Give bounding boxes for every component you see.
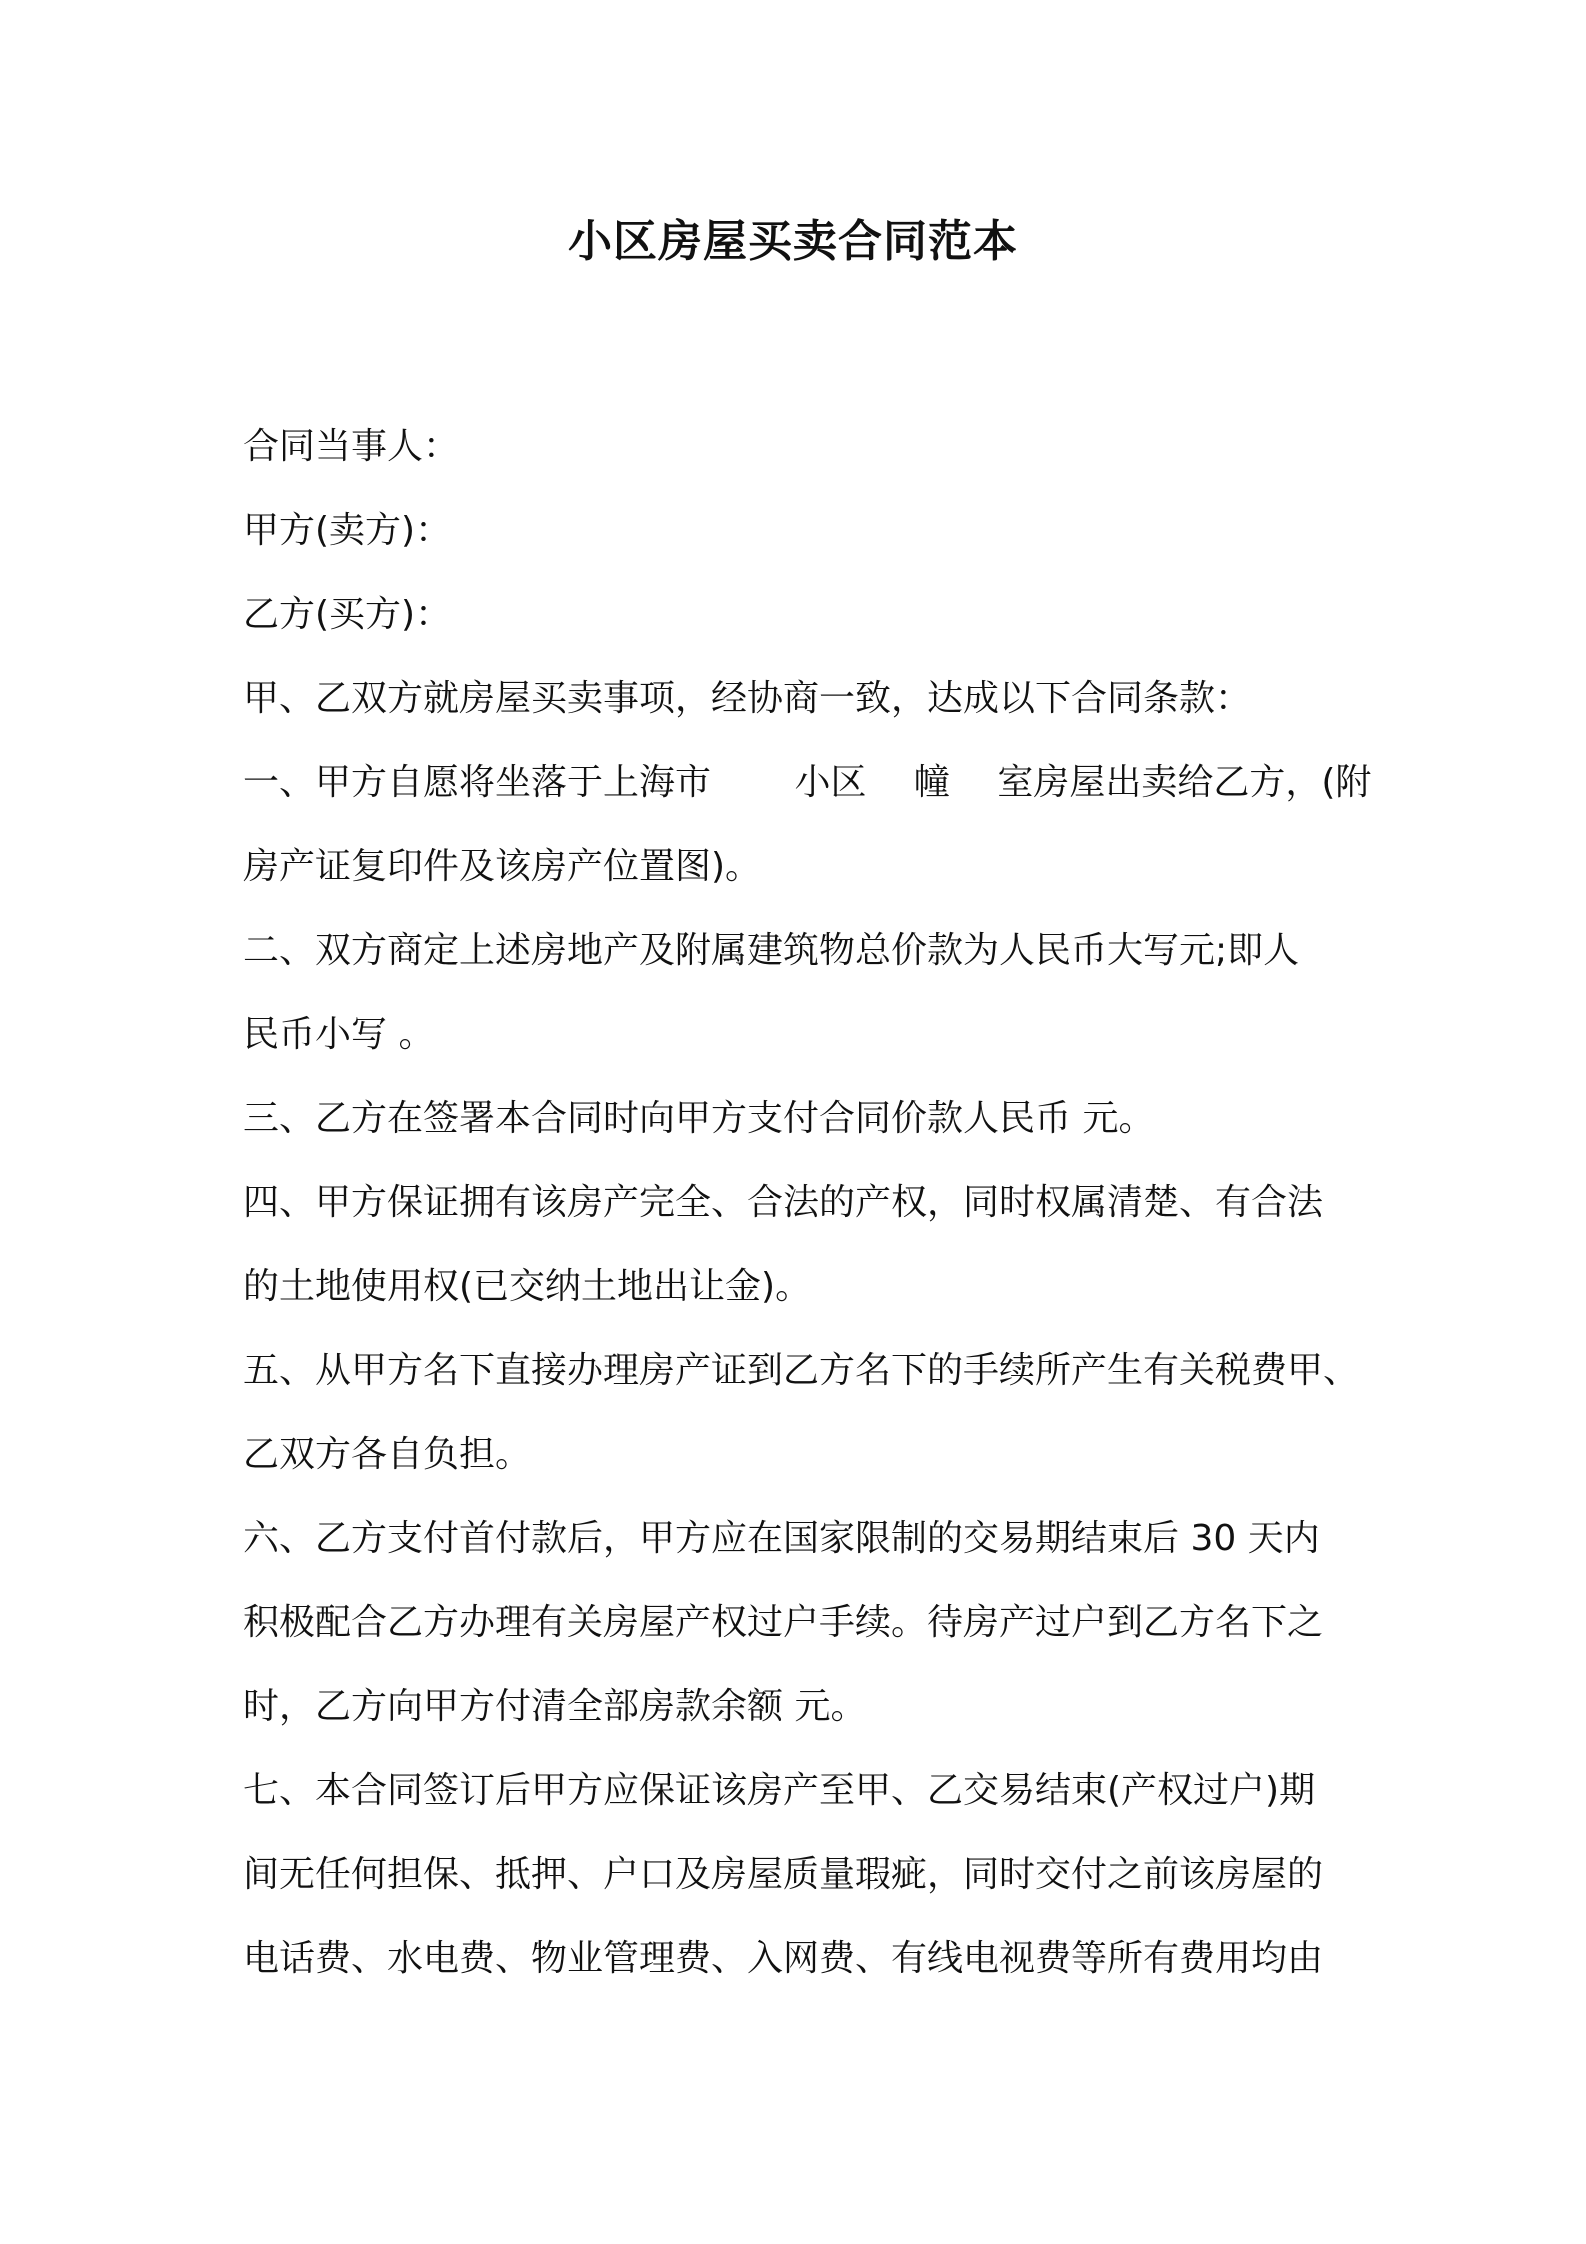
text-line: 民币小写 。 (243, 1014, 435, 1055)
contract-body (243, 405, 1373, 2001)
text-line: 五、从甲方名下直接办理房产证到乙方名下的手续所产生有关税费甲、 (243, 1350, 1360, 1391)
text-line: 二、双方商定上述房地产及附属建筑物总价款为人民币大写元;即人 (243, 930, 1300, 971)
text-line: 一、甲方自愿将坐落于上海市 小区 幢 室房屋出卖给乙方，(附 (243, 762, 1372, 803)
text-line: 合同当事人： (243, 426, 460, 467)
text-line: 乙方(买方)： (243, 594, 452, 635)
text-line: 积极配合乙方办理有关房屋产权过户手续。待房产过户到乙方名下之 (243, 1602, 1324, 1643)
text-line: 六、乙方支付首付款后，甲方应在国家限制的交易期结束后 30 天内 (243, 1518, 1320, 1559)
text-line: 房产证复印件及该房产位置图)。 (243, 846, 762, 887)
text-line: 间无任何担保、抵押、户口及房屋质量瑕疵，同时交付之前该房屋的 (243, 1854, 1324, 1895)
text-line: 的土地使用权(已交纳土地出让金)。 (243, 1266, 812, 1307)
text-line: 七、本合同签订后甲方应保证该房产至甲、乙交易结束(产权过户)期 (243, 1770, 1316, 1811)
text-line: 时，乙方向甲方付清全部房款余额 元。 (243, 1686, 867, 1727)
text-line: 甲方(卖方)： (243, 510, 452, 551)
text-line: 乙双方各自负担。 (243, 1434, 532, 1475)
text-line: 甲、乙双方就房屋买卖事项，经协商一致，达成以下合同条款： (243, 678, 1252, 719)
text-line: 电话费、水电费、物业管理费、入网费、有线电视费等所有费用均由 (243, 1938, 1324, 1979)
text-line: 四、甲方保证拥有该房产完全、合法的产权，同时权属清楚、有合法 (243, 1182, 1324, 1223)
text-line: 三、乙方在签署本合同时向甲方支付合同价款人民币 元。 (243, 1098, 1155, 1139)
document-title: 小区房屋买卖合同范本 (568, 216, 1018, 267)
